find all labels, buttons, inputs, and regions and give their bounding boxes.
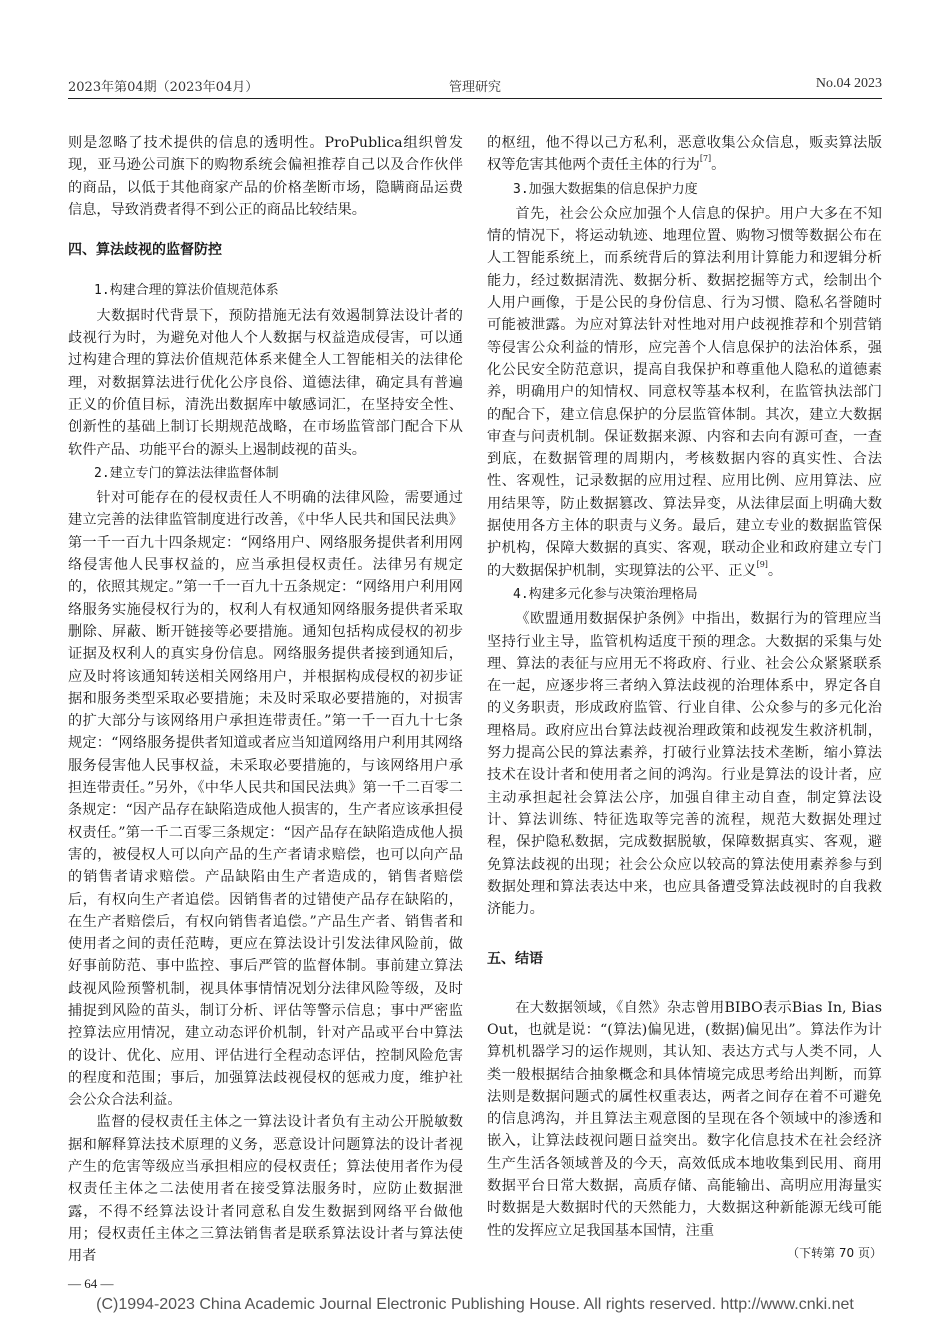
copyright-footer: (C)1994-2023 China Academic Journal Electronic Publishing House. All rights reserved. http://www.cnki.net xyxy=(96,1296,854,1313)
paragraph: 大数据时代背景下，预防措施无法有效遏制算法设计者的歧视行为时，为避免对他人个人数据与权益造成侵害，可以通过构建合理的算法价值规范体系来健全人工智能相关的法律伦理，对数据算法进行优化公序良俗、道德法律，确定具有普遍正义的价值目标，清洗出数据库中敏感词汇，在坚持安全性、创新性的基础上制订长期规范战略，在市场监管部门配合下从软件产品、功能平台的源头上遏制歧视的苗头。 xyxy=(68,307,463,458)
subheading-1: 1.构建合理的算法价值规范体系 xyxy=(94,283,279,299)
paragraph: 则是忽略了技术提供的信息的透明性。ProPublica组织曾发现，亚马逊公司旗下的购物系统会偏袒推荐自己以及合作伙伴的商品，以低于其他商家产品的价格垄断市场，隐瞒商品运费信息，导致消费者得不到公正的商品比较结果。 xyxy=(68,135,463,218)
running-header xyxy=(68,76,882,98)
left-column xyxy=(68,132,463,1268)
issue-number: No.04 2023 xyxy=(815,76,882,91)
page-number: — 64 — xyxy=(68,1276,114,1291)
paragraph: 在大数据领域，《自然》杂志曾用BIBO表示Bias In, Bias Out，也就是说：“(算法)偏见进，(数据)偏见出”。算法作为计算机机器学习的运作规则，其认知、表达方式与人类不同，人类一般根据结合抽象概念和具体情境完成思考给出判断，而算法则是数据问题式的属性权重表达，两者之间存在着不可避免的信息鸿沟，并且算法主观意图的呈现在各个领域中的渗透和嵌入，让算法歧视问题日益突出。数字化信息技术在社会经济生产生活各领域普及的今天，高效低成本地收集到民用、商用数据平台日常大数据，高质存储、高能输出、高明应用海量实时数据是大数据时代的天然能力，大数据这种新能源无线可能性的发挥应立足我国基本国情，注重 xyxy=(487,999,882,1239)
paragraph: 的枢纽，他不得以己方私利，恶意收集公众信息，贩卖算法版权等危害其他两个责任主体的行为[7]。 xyxy=(487,135,882,174)
paragraph: 监督的侵权责任主体之一算法设计者负有主动公开脱敏数据和解释算法技术原理的义务，恶意设计问题算法的设计者视产生的危害等级应当承担相应的侵权责任；算法使用者作为侵权责任主体之二法使用者在接受算法服务时，应防止数据泄露，不得不经算法设计者同意私自发生数据到网络平台做他用；侵权责任主体之三算法销售者是联系算法设计者与算法使用者 xyxy=(68,1114,463,1265)
subheading-4: 4.构建多元化参与决策治理格局 xyxy=(513,586,698,602)
subheading-2: 2.建立专门的算法法律监督体制 xyxy=(94,465,279,481)
citation-ref: [9] xyxy=(756,559,768,569)
section-heading-4: 四、算法歧视的监督防控 xyxy=(68,242,222,259)
citation-ref: [7] xyxy=(699,154,712,164)
paragraph: 针对可能存在的侵权责任人不明确的法律风险，需要通过建立完善的法律监管制度进行改善，《中华人民共和国民法典》第一千一百九十四条规定：“网络用户、网络服务提供者利用网络侵害他人民事权益的，应当承担侵权责任。法律另有规定的，依照其规定。”第一千一百九十五条规定：“网络用户利用网络服务实施侵权行为的，权利人有权通知网络服务提供者采取删除、屏蔽、断开链接等必要措施。通知包括构成侵权的初步证据及权利人的真实身份信息。网络服务提供者接到通知后，应及时将该通知转送相关网络用户，并根据构成侵权的初步证据和服务类型采取必要措施；未及时采取必要措施的，对损害的扩大部分与该网络用户承担连带责任。”第一千一百九十七条规定：“网络服务提供者知道或者应当知道网络用户利用其网络服务侵害他人民事权益，未采取必要措施的，与该网络用户承担连带责任。”另外，《中华人民共和国民法典》第一千二百零二条规定：“因产品存在缺陷造成他人损害的，生产者应该承担侵权责任。”第一千二百零三条规定：“因产品存在缺陷造成他人损害的，被侵权人可以向产品的生产者请求赔偿，也可以向产品的销售者请求赔偿。产品缺陷由生产者造成的，销售者赔偿后，有权向生产者追偿。因销售者的过错使产品存在缺陷的，在生产者赔偿后，有权向销售者追偿。”产品生产者、销售者和使用者之间的责任范畴，更应在算法设计引发法律风险前，做好事前防范、事中监控、事后严管的监督体制。事前建立算法歧视风险预警机制，视具体事情情况划分法律风险等级，及时捕捉到风险的苗头，制订分析、评估等警示信息；事中严密监控算法应用情况，建立动态评价机制，针对产品或平台中算法的设计、优化、应用、评估进行全程动态评估，控制风险危害的程度和范围；事后，加强算法歧视侵权的惩戒力度，维护社会公众合法利益。 xyxy=(68,490,463,1109)
paragraph: 《欧盟通用数据保护条例》中指出，数据行为的管理应当坚持行业主导，监管机构适度干预的理念。大数据的采集与处理、算法的表征与应用无不将政府、行业、社会公众紧紧联系在一起，应逐步将三者纳入算法歧视的治理体系中，界定各自的义务职责，形成政府监管、行业自律、公众参与的多元化治理格局。政府应出台算法歧视治理政策和歧视发生救济机制，努力提高公民的算法素养，打破行业算法技术垄断，缩小算法技术在设计者和使用者之间的鸿沟。行业是算法的设计者，应主动承担起社会算法公序，加强自律主动自查，制定算法设计、算法训练、特征选取等完善的流程，规范大数据处理过程，保护隐私数据，完成数据脱敏，保障数据真实、客观，避免算法歧视的出现；社会公众应以较高的算法使用素养参与到数据处理和算法表达中来，也应具备遭受算法歧视时的自我救济能力。 xyxy=(487,611,882,918)
subheading-3: 3.加强大数据集的信息保护力度 xyxy=(513,181,698,197)
issue-label: 2023年第04期（2023年04月） xyxy=(68,80,259,95)
continued-note: （下转第 70 页） xyxy=(787,1245,882,1260)
journal-name: 管理研究 xyxy=(448,80,501,95)
right-column xyxy=(487,132,882,1264)
paragraph: 首先，社会公众应加强个人信息的保护。用户大多在不知情的情况下，将运动轨迹、地理位置、购物习惯等数据公布在人工智能系统上，而系统背后的算法利用计算能力和逻辑分析能力，经过数据清洗、数据分析、数据挖掘等方式，绘制出个人用户画像，于是公民的身份信息、行为习惯、隐私名誉随时可能被泄露。为应对算法针对性地对用户歧视推荐和个别营销等侵害公众利益的情形，应完善个人信息保护的法治体系，强化公民安全防范意识，提高自我保护和尊重他人隐私的道德素养，明确用户的知情权、同意权等基本权利，在监管执法部门的配合下，建立信息保护的分层监管体制。其次，建立大数据审查与问责机制。保证数据来源、内容和去向有源可查，一查到底，在数据管理的周期内，考核数据内容的真实性、合法性、客观性，记录数据的应用过程、应用比例、应用算法、应用结果等，防止数据篡改、算法异变，从法律层面上明确大数据使用各方主体的职责与义务。最后，建立专业的数据监管保护机构，保障大数据的真实、客观，联动企业和政府建立专门的大数据保护机制，实现算法的公平、正义[9]。 xyxy=(487,205,882,579)
header-divider xyxy=(68,98,882,99)
section-heading-5: 五、结语 xyxy=(487,951,543,968)
